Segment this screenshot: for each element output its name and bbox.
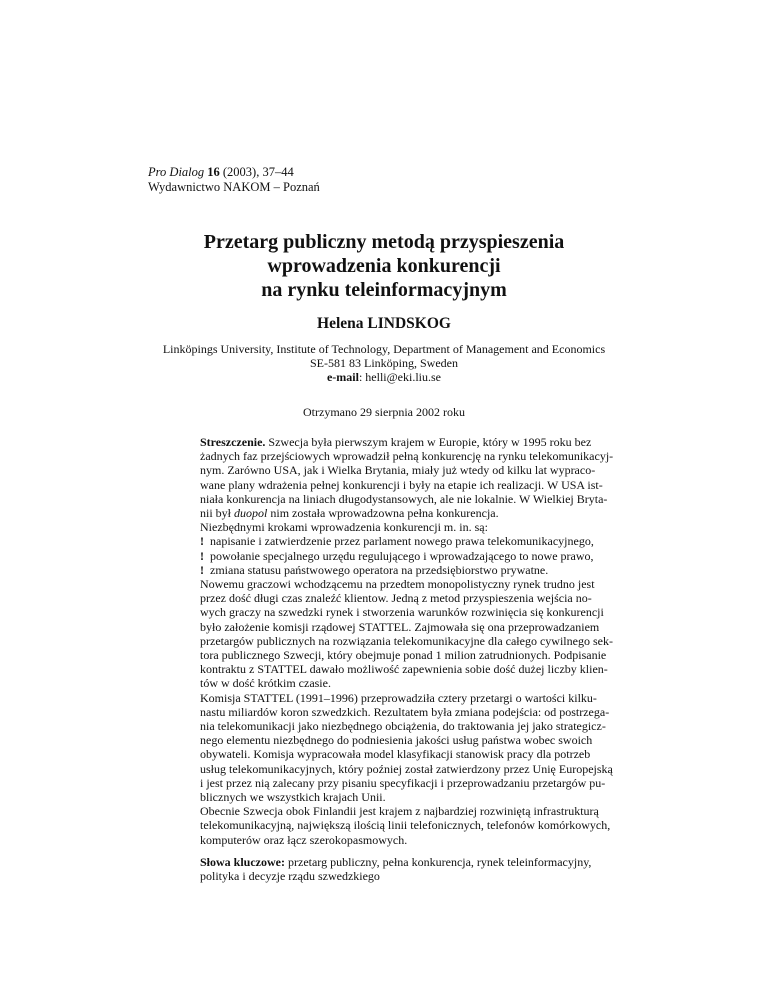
bullet-marker: !: [200, 534, 204, 549]
abstract-line: Komisja STATTEL (1991–1996) przeprowadziła cztery przetargi o wartości kilku-: [200, 690, 597, 705]
affiliation-email: [100, 370, 668, 384]
abstract-line: telekomunikacyjną, największą ilością linii telefonicznych, telefonów komórkowych,: [200, 818, 611, 833]
abstract-label: Streszczenie.: [200, 435, 266, 449]
title-line: wprowadzenia konkurencji: [267, 255, 501, 277]
abstract-line: tora publicznego Szwecji, który obejmuje ponad 1 milion zatrudnionych. Podpisanie: [200, 648, 607, 663]
keywords-text: przetarg publiczny, pełna konkurencja, rynek teleinformacyjny,: [285, 854, 592, 869]
author-name: Helena LINDSKOG: [317, 315, 451, 332]
abstract-line: niała konkurencja na liniach długodystansowych, ale nie lokalnie. W Wielkiej Bryta-: [200, 491, 608, 506]
abstract-line: wane plany wdrażenia pełnej konkurencji i były na etapie ich realizacji. W USA ist-: [200, 477, 603, 492]
steps-intro: Niezbędnymi krokami wprowadzenia konkurencji m. in. są:: [200, 520, 488, 535]
journal-year-pages: (2003), 37–44: [219, 165, 294, 179]
affiliation-address: SE-581 83 Linköping, Sweden: [310, 356, 458, 370]
journal-name: Pro Dialog: [148, 165, 205, 179]
abstract-text: nim została wprowadzowna pełna konkurencja.: [267, 506, 499, 521]
abstract: [200, 435, 614, 884]
keywords-label: Słowa kluczowe:: [200, 854, 285, 869]
email-address: : helli@eki.liu.se: [358, 370, 442, 384]
keywords-line: polityka i decyzje rządu szwedzkiego: [200, 869, 380, 884]
author-affiliation: [100, 342, 668, 384]
abstract-line: blicznych we wszystkich krajach Unii.: [200, 790, 386, 805]
journal-volume: 16: [207, 165, 220, 179]
received-date: Otrzymano 29 sierpnia 2002 roku: [303, 405, 465, 419]
abstract-line: nastu miliardów koron szwedzkich. Rezultatem była zmiana podejścia: od postrzega-: [200, 704, 610, 719]
abstract-line: wych graczy na szwedzki rynek i stworzenia warunków rozwinięcia się konkurencji: [200, 605, 604, 620]
abstract-line: [200, 435, 592, 449]
bullet-item: [200, 548, 594, 563]
abstract-line: obywateli. Komisja wypracowała model klasyfikacji stanowisk pracy dla potrzeb: [200, 747, 591, 762]
keywords: [200, 854, 592, 884]
keywords-line: [200, 854, 592, 869]
abstract-text: nii był: [200, 506, 235, 521]
abstract-line: [200, 506, 568, 520]
bullet-item: [200, 563, 568, 577]
abstract-line: usług telekomunikacyjnych, który poźniej został zatwierdzony przez Unię Europejską: [200, 761, 613, 776]
abstract-line: nia telekomunikacji jako niezbędnego obciążenia, do traktowania jej jako strategicz-: [200, 719, 606, 734]
journal-citation: [148, 165, 320, 180]
bullet-marker: !: [200, 562, 204, 577]
affiliation-institution: Linköpings University, Institute of Technology, Department of Management and Economics: [162, 342, 606, 356]
abstract-line: i jest przez nią zalecany przy pisaniu specyfikacji i przeprowadzaniu przetargów pu-: [200, 775, 606, 790]
bullet-text: powołanie specjalnego urzędu regulującego i wprowadzającego to nowe prawo,: [210, 548, 594, 563]
abstract-line: było założenie komisji rządowej STATTEL. Zajmowała się ona przeprowadzaniem: [200, 619, 600, 634]
abstract-line: Nowemu graczowi wchodzącemu na przedtem monopolistyczny rynek trudno jest: [200, 577, 595, 592]
title-line: Przetarg publiczny metodą przyspieszenia: [203, 231, 565, 253]
bullet-text: napisanie i zatwierdzenie przez parlament nowego prawa telekomunikacyjnego,: [210, 534, 594, 549]
abstract-text: Szwecja była pierwszym krajem w Europie, który w 1995 roku bez: [265, 435, 592, 449]
abstract-line: kontraktu z STATTEL dawało możliwość zapewnienia sobie dość dużej liczby klien-: [200, 662, 608, 677]
abstract-line: przetargów publicznych na rozwiązania telekomunikacyjne dla całego cywilnego sek-: [200, 633, 613, 648]
abstract-line: nego elementu niezbędnego do podniesienia jakości usług państwa wobec swoich: [200, 733, 593, 748]
abstract-line: żadnych faz przejściowych wprowadził pełną konkurencję na rynku telekomunikacyj-: [200, 449, 614, 464]
abstract-line: tów w dość krótkim czasie.: [200, 676, 331, 691]
journal-header: [148, 165, 320, 195]
journal-publisher: Wydawnictwo NAKOM – Poznań: [148, 180, 320, 194]
abstract-italic-term: duopol: [234, 506, 268, 521]
email-label: e-mail: [326, 370, 359, 384]
abstract-line: przez dość długi czas znaleźć klientow. Jedną z metod przyspieszenia wejścia no-: [200, 591, 592, 606]
abstract-line: komputerów oraz łącz szerokopasmowych.: [200, 832, 408, 847]
bullet-marker: !: [200, 548, 204, 563]
bullet-item: [200, 534, 594, 549]
paper-title: [120, 230, 648, 302]
title-line: na rynku teleinformacyjnym: [261, 279, 507, 301]
abstract-line: nym. Zarówno USA, jak i Wielka Brytania, miały już wtedy od kilku lat wypraco-: [200, 463, 596, 478]
abstract-line: Obecnie Szwecja obok Finlandii jest krajem z najbardziej rozwiniętą infrastrukturą: [200, 804, 599, 819]
bullet-text: zmiana statusu państwowego operatora na przedsiębiorstwo prywatne.: [210, 562, 549, 577]
